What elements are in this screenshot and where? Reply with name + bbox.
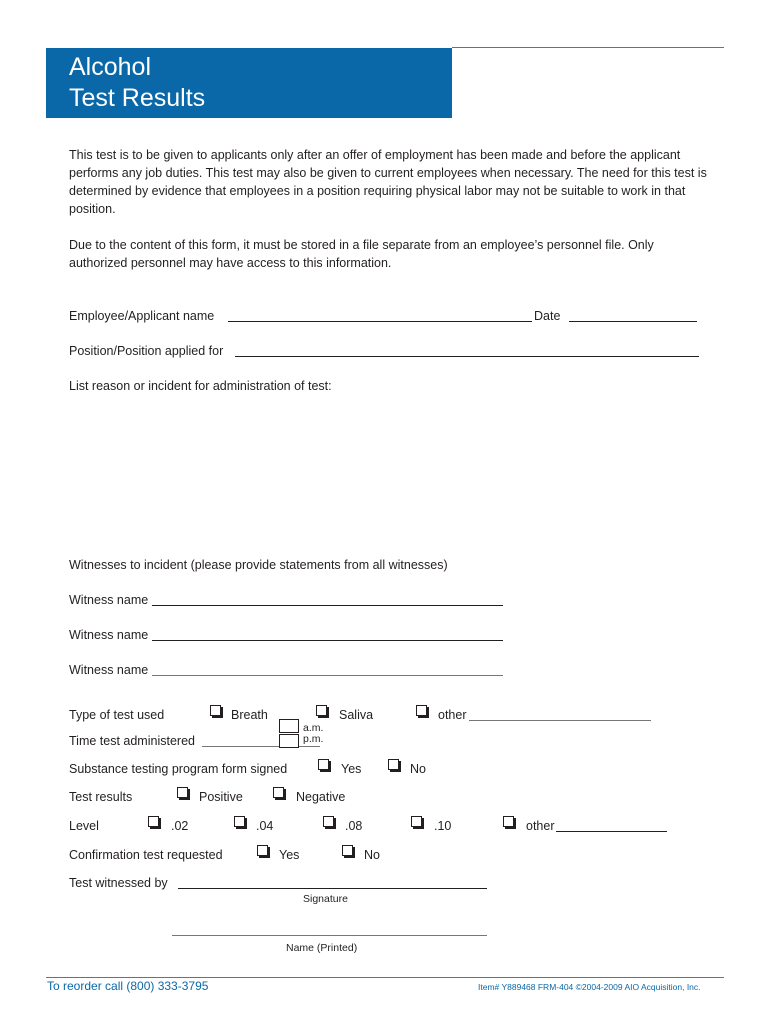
- witness-name-field-3[interactable]: [152, 675, 503, 676]
- witness-name-field-1[interactable]: [152, 605, 503, 606]
- level-08-checkbox[interactable]: [323, 816, 334, 827]
- negative-checkbox[interactable]: [273, 787, 284, 798]
- employee-name-field[interactable]: [228, 321, 532, 322]
- program-form-yes-checkbox[interactable]: [318, 759, 329, 770]
- breath-checkbox[interactable]: [210, 705, 221, 716]
- level-04-checkbox[interactable]: [234, 816, 245, 827]
- other-type-checkbox[interactable]: [416, 705, 427, 716]
- date-field[interactable]: [569, 321, 697, 322]
- position-field[interactable]: [235, 356, 699, 357]
- intro-paragraph-2: Due to the content of this form, it must be stored in a file separate from an employee’s personnel file. Only authorized personnel may have access to this information.: [69, 238, 654, 270]
- item-number: Item# Y889468 FRM-404 ©2004-2009 AIO Acquisition, Inc.: [478, 982, 701, 992]
- level-10-checkbox[interactable]: [411, 816, 422, 827]
- confirmation-yes-label: Yes: [279, 848, 300, 862]
- breath-label: Breath: [231, 708, 268, 722]
- reorder-phone: To reorder call (800) 333-3795: [47, 979, 209, 993]
- reason-area[interactable]: [69, 400, 709, 540]
- level-10-label: .10: [434, 819, 452, 833]
- position-label: Position/Position applied for: [69, 344, 224, 358]
- time-field[interactable]: [202, 746, 320, 747]
- am-label: a.m.: [303, 722, 324, 734]
- program-form-no-checkbox[interactable]: [388, 759, 399, 770]
- time-label: Time test administered: [69, 734, 195, 748]
- level-08-label: .08: [345, 819, 363, 833]
- witnesses-heading: Witnesses to incident (please provide statements from all witnesses): [69, 558, 448, 572]
- results-label: Test results: [69, 790, 133, 804]
- footer-rule: [46, 977, 724, 978]
- form-title-line2: Test Results: [69, 84, 206, 112]
- witness-name-label-3: Witness name: [69, 663, 149, 677]
- witnessed-label: Test witnessed by: [69, 876, 168, 890]
- pm-checkbox[interactable]: [279, 734, 299, 748]
- other-type-field[interactable]: [469, 720, 651, 721]
- test-type-label: Type of test used: [69, 708, 165, 722]
- am-checkbox[interactable]: [279, 719, 299, 733]
- name-printed-field[interactable]: [172, 935, 487, 936]
- name-printed-caption: Name (Printed): [286, 942, 358, 954]
- level-04-label: .04: [256, 819, 274, 833]
- confirmation-label: Confirmation test requested: [69, 848, 223, 862]
- positive-label: Positive: [199, 790, 243, 804]
- reason-label: List reason or incident for administration of test:: [69, 379, 332, 393]
- saliva-label: Saliva: [339, 708, 374, 722]
- pm-label: p.m.: [303, 733, 324, 745]
- date-label: Date: [534, 309, 561, 323]
- negative-label: Negative: [296, 790, 346, 804]
- witness-name-label-1: Witness name: [69, 593, 149, 607]
- program-form-label: Substance testing program form signed: [69, 762, 288, 776]
- program-form-yes-label: Yes: [341, 762, 362, 776]
- level-other-field[interactable]: [556, 831, 667, 832]
- employee-name-label: Employee/Applicant name: [69, 309, 215, 323]
- witness-name-label-2: Witness name: [69, 628, 149, 642]
- signature-caption: Signature: [303, 893, 348, 905]
- level-other-checkbox[interactable]: [503, 816, 514, 827]
- level-02-label: .02: [171, 819, 189, 833]
- signature-field[interactable]: [178, 888, 487, 889]
- saliva-checkbox[interactable]: [316, 705, 327, 716]
- witness-name-field-2[interactable]: [152, 640, 503, 641]
- program-form-no-label: No: [410, 762, 426, 776]
- level-label: Level: [69, 819, 99, 833]
- intro-paragraph-1: This test is to be given to applicants only after an offer of employment has been made and before the applicant performs any job duties. This test may also be given to current employees when necessary. The need for this test is determined by evidence that employees in a position requiring physical labor may not be suitable to work in that position.: [69, 148, 707, 216]
- other-type-label: other: [438, 708, 467, 722]
- confirmation-no-label: No: [364, 848, 380, 862]
- positive-checkbox[interactable]: [177, 787, 188, 798]
- level-other-label: other: [526, 819, 555, 833]
- header-rule: [452, 47, 724, 48]
- level-02-checkbox[interactable]: [148, 816, 159, 827]
- form-title-line1: Alcohol: [69, 53, 151, 81]
- confirmation-yes-checkbox[interactable]: [257, 845, 268, 856]
- confirmation-no-checkbox[interactable]: [342, 845, 353, 856]
